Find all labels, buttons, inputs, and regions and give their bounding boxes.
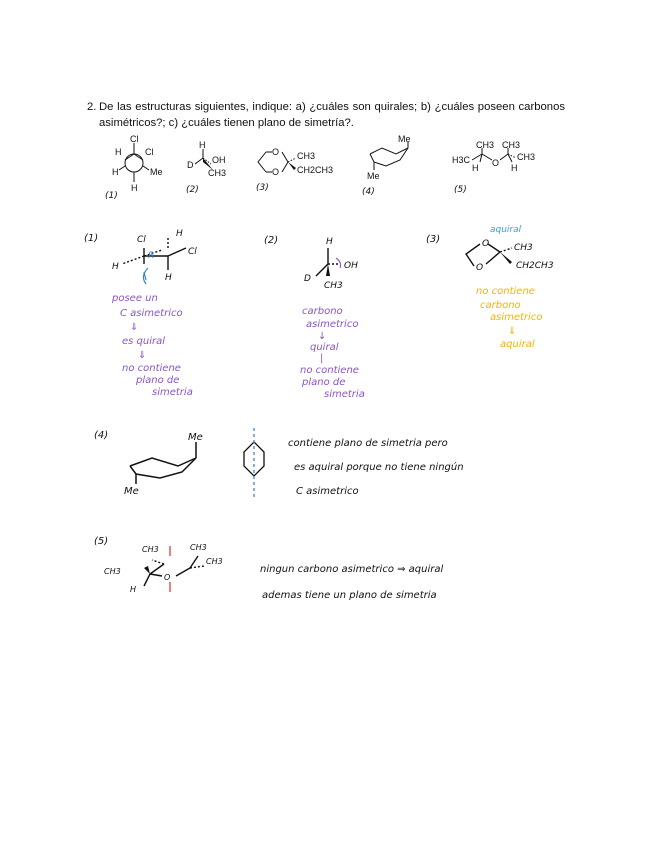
a3-note: carbono — [480, 300, 521, 311]
a4-note: C asimetrico — [296, 486, 359, 497]
answer-3 — [420, 218, 570, 358]
a5-atom: CH3 — [104, 567, 121, 576]
a3-note: no contiene — [476, 286, 535, 297]
a2-note: carbono — [302, 306, 343, 317]
a2-note: no contiene — [300, 365, 359, 376]
a1-stereo: R — [148, 251, 155, 261]
structure-2 — [181, 138, 236, 198]
a3-atom: O — [476, 263, 484, 273]
structure-4 — [360, 132, 420, 200]
a2-note: ↓ — [318, 331, 327, 342]
s5-atom: CH3 — [502, 140, 521, 150]
s2-atom: OH — [212, 155, 226, 165]
a3-atom: CH3 — [514, 243, 533, 253]
a5-note: ademas tiene un plano de simetria — [262, 590, 437, 601]
question-2 — [87, 100, 565, 131]
a1-note: C asimetrico — [120, 308, 183, 319]
s3-atom: CH3 — [297, 151, 316, 161]
a5-atom: CH3 — [190, 543, 207, 552]
a4-note: es aquiral porque no tiene ningún — [294, 462, 464, 473]
a3-note: aquiral — [500, 339, 535, 350]
a1-atom: H — [112, 262, 119, 272]
a1-note: plano de — [136, 375, 180, 386]
a5-note: ningun carbono asimetrico ⇒ aquiral — [260, 564, 444, 575]
a2-note: asimetrico — [306, 319, 359, 330]
s1-atom: H — [112, 167, 119, 177]
a2-note: quiral — [310, 342, 339, 353]
s5-atom: O — [492, 158, 500, 168]
answer-1 — [82, 226, 222, 401]
s1-atom: Cl — [130, 134, 139, 144]
s3-label: (3) — [256, 183, 269, 193]
a2-atom: H — [326, 237, 333, 247]
a1-note: simetria — [152, 387, 193, 398]
s5-atom: CH3 — [476, 140, 495, 150]
s4-label: (4) — [362, 187, 375, 197]
question-text: De las estructuras siguientes, indique: a) ¿cuáles son quirales; b) ¿cuáles poseen carbonos asimétricos?; c) ¿cuáles tienen plano de simetría?. — [99, 101, 565, 129]
a5-atom: H — [130, 585, 137, 594]
a4-label: (4) — [94, 430, 109, 441]
a1-note: ⇓ — [138, 350, 147, 361]
a1-note: es quiral — [122, 336, 166, 347]
s5-atom: H — [511, 163, 518, 173]
answer-2 — [262, 228, 392, 398]
answer-5 — [94, 532, 564, 612]
a1-note: no contiene — [122, 363, 181, 374]
a2-atom: CH3 — [324, 281, 343, 291]
a5-atom: CH3 — [206, 557, 223, 566]
a2-note: plano de — [302, 377, 346, 388]
s2-atom: D — [187, 160, 194, 170]
a3-label: (3) — [426, 234, 441, 245]
s1-atom: Me — [150, 167, 163, 177]
s5-atom: H3C — [452, 155, 471, 165]
s4-atom: Me — [367, 171, 380, 181]
structure-3 — [252, 142, 332, 198]
a2-note: simetria — [324, 389, 365, 400]
a1-label: (1) — [84, 233, 99, 244]
a5-atom: O — [164, 573, 171, 582]
s2-atom: H — [199, 140, 206, 150]
a3-atom: O — [482, 239, 490, 249]
a2-atom: OH — [344, 261, 358, 271]
a2-label: (2) — [264, 235, 279, 246]
s2-atom: CH3 — [208, 168, 227, 178]
answer-4 — [90, 424, 570, 504]
a4-atom: Me — [124, 486, 139, 497]
a1-atom: H — [165, 273, 172, 283]
s5-atom: CH3 — [517, 152, 536, 162]
a4-atom: Me — [188, 432, 203, 443]
s1-label: (1) — [105, 191, 118, 201]
a1-atom: H — [176, 229, 183, 239]
question-number: 2. — [87, 101, 97, 113]
s1-atom: Cl — [145, 147, 154, 157]
structure-5 — [450, 140, 560, 198]
s3-atom: O — [272, 147, 280, 157]
s1-atom: H — [115, 147, 122, 157]
a5-label: (5) — [94, 536, 109, 547]
a1-note: ⇓ — [130, 322, 139, 333]
a1-atom: Cl — [188, 247, 197, 257]
a3-note: ⇓ — [508, 326, 517, 337]
s3-atom: O — [272, 167, 280, 177]
s2-label: (2) — [186, 185, 199, 195]
a1-note: posee un — [112, 293, 158, 304]
s3-atom: CH2CH3 — [297, 165, 334, 175]
a1-atom: Cl — [137, 235, 146, 245]
a2-atom: D — [304, 274, 311, 284]
a3-note: asimetrico — [490, 312, 543, 323]
structure-1 — [105, 132, 175, 200]
a4-note: contiene plano de simetria pero — [288, 438, 448, 449]
a3-tag: aquiral — [490, 225, 522, 235]
a3-atom: CH2CH3 — [516, 261, 554, 271]
s5-label: (5) — [454, 185, 467, 195]
a5-atom: CH3 — [142, 545, 159, 554]
s5-atom: H — [472, 163, 479, 173]
s1-atom: H — [131, 183, 138, 193]
s4-atom: Me — [398, 134, 411, 144]
a2-note: | — [320, 353, 324, 364]
